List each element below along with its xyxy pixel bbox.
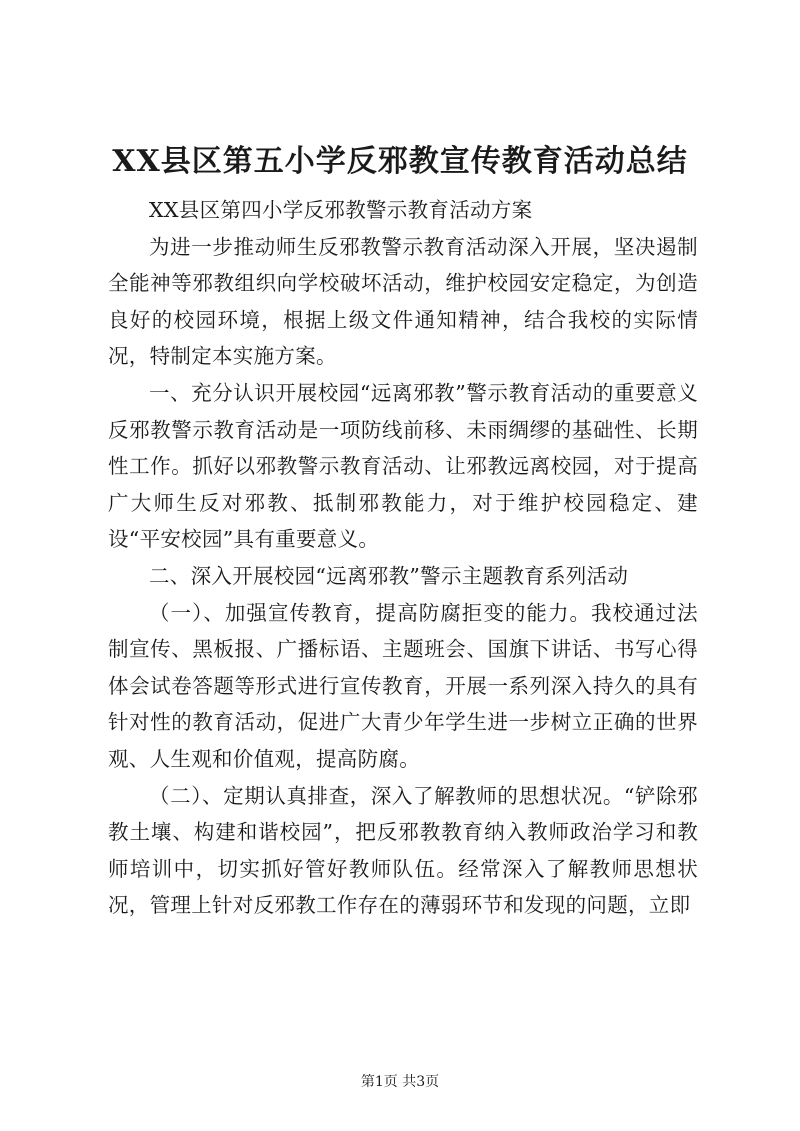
paragraph-intro: 为进一步推动师生反邪教警示教育活动深入开展，坚决遏制全能神等邪教组织向学校破坏活动，维护校园安定稳定，为创造良好的校园环境，根据上级文件通知精神，结合我校的实际情况，特制定本实施方案。 [108,234,698,369]
paragraph-section-one: 一、充分认识开展校园“远离邪教”警示教育活动的重要意义反邪教警示教育活动是一项防线前移、未雨绸缪的基础性、长期性工作。抓好以邪教警示教育活动、让邪教远离校园，对于提高广大师生反对邪教、抵制邪教能力，对于维护校园稳定、建设“平安校园”具有重要意义。 [108,380,698,552]
paragraph-item-one: （一）、加强宣传教育，提高防腐拒变的能力。我校通过法制宣传、黑板报、广播标语、主题班会、国旗下讲话、书写心得体会试卷答题等形式进行宣传教育，开展一系列深入持久的具有针对性的教育活动，促进广大青少年学生进一步树立正确的世界观、人生观和价值观，提高防腐。 [108,600,698,771]
document-body [108,192,698,924]
paragraph-section-two-heading: 二、深入开展校园“远离邪教”警示主题教育系列活动 [149,563,629,588]
paragraph-subtitle: XX县区第四小学反邪教警示教育活动方案 [149,198,533,222]
document-title: XX县区第五小学反邪教宣传教育活动总结 [112,144,688,179]
page-number-footer: 第1页 共3页 [360,1074,440,1090]
paragraph-item-two: （二）、定期认真排查，深入了解教师的思想状况。“铲除邪教土壤、构建和谐校园”，把反邪教教育纳入教师政治学习和教师培训中，切实抓好管好教师队伍。经常深入了解教师思想状况，管理上针对反邪教工作存在的薄弱环节和发现的问题，立即 [108,783,698,918]
